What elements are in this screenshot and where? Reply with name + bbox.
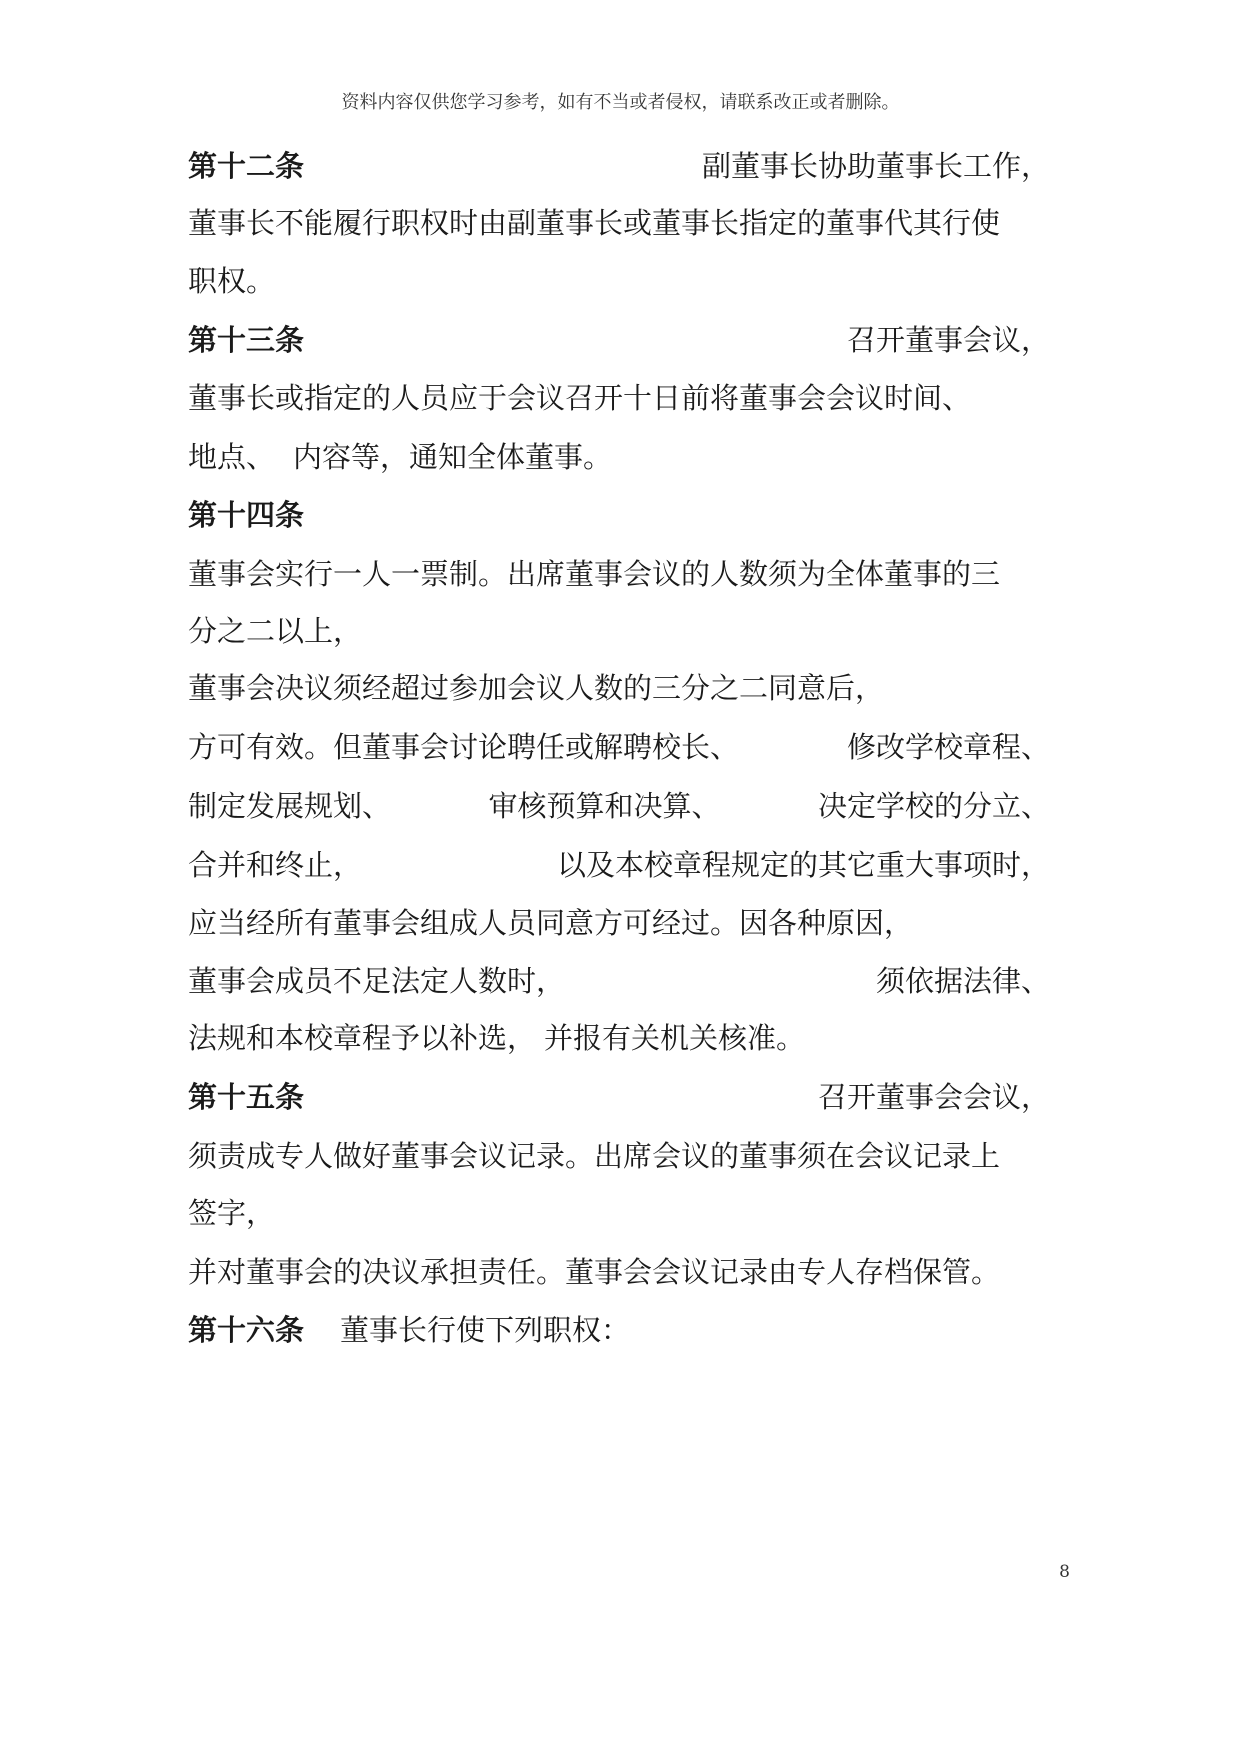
article-13-heading-line bbox=[188, 320, 1050, 360]
article-15-line-1: 召开董事会会议， bbox=[817, 1080, 1050, 1114]
article-12-line-1: 副董事长协助董事长工作， bbox=[701, 149, 1050, 183]
article-16-line-1: 董事长行使下列职权： bbox=[340, 1313, 631, 1347]
article-14-line-8-part-2: 须依据法律、 bbox=[875, 964, 1050, 998]
article-14-line-2: 分之二以上， bbox=[188, 614, 363, 648]
article-14-line-4 bbox=[188, 727, 1050, 767]
article-14-line-6-part-1: 合并和终止， bbox=[188, 848, 363, 882]
article-13-heading: 第十三条 bbox=[188, 323, 305, 357]
article-14-heading: 第十四条 bbox=[188, 498, 305, 532]
article-14-line-5-part-1: 制定发展规划、 bbox=[188, 789, 392, 823]
article-14-line-5-part-3: 决定学校的分立、 bbox=[817, 789, 1050, 823]
article-14-line-5 bbox=[188, 786, 1050, 826]
article-14-line-9-part-1: 法规和本校章程予以补选， bbox=[188, 1021, 537, 1055]
article-14-line-6 bbox=[188, 845, 1050, 885]
article-13-line-1: 召开董事会议， bbox=[846, 323, 1050, 357]
page-number: 8 bbox=[1059, 1562, 1070, 1582]
article-12-heading: 第十二条 bbox=[188, 149, 305, 183]
article-14-line-4-part-1: 方可有效。但董事会讨论聘任或解聘校长、 bbox=[188, 730, 740, 764]
article-12-line-2: 董事长不能履行职权时由副董事长或董事长指定的董事代其行使 bbox=[188, 206, 1001, 240]
article-13-line-3-part-1: 地点、 bbox=[188, 440, 276, 474]
article-14-line-1: 董事会实行一人一票制。出席董事会议的人数须为全体董事的三 bbox=[188, 557, 1001, 591]
article-16-heading-line bbox=[188, 1310, 1050, 1350]
article-14-line-7: 应当经所有董事会组成人员同意方可经过。因各种原因， bbox=[188, 906, 914, 940]
article-14-line-9 bbox=[188, 1018, 1050, 1058]
article-15-heading: 第十五条 bbox=[188, 1080, 305, 1114]
article-16-heading: 第十六条 bbox=[188, 1313, 305, 1347]
article-12-line-3: 职权。 bbox=[188, 264, 276, 298]
article-12-heading-line bbox=[188, 146, 1050, 186]
article-13-line-2: 董事长或指定的人员应于会议召开十日前将董事会会议时间、 bbox=[188, 381, 972, 415]
article-14-line-6-part-2: 以及本校章程规定的其它重大事项时， bbox=[556, 848, 1050, 882]
article-14-line-9-part-2: 并报有关机关核准。 bbox=[544, 1021, 806, 1055]
article-14-line-8 bbox=[188, 961, 1050, 1001]
article-13-line-3 bbox=[188, 437, 1050, 477]
article-15-heading-line bbox=[188, 1077, 1050, 1117]
header-notice: 资料内容仅供您学习参考，如有不当或者侵权，请联系改正或者删除。 bbox=[341, 92, 900, 113]
article-15-line-3: 签字， bbox=[188, 1196, 276, 1230]
article-15-line-4: 并对董事会的决议承担责任。董事会会议记录由专人存档保管。 bbox=[188, 1255, 1001, 1289]
article-14-line-4-part-2: 修改学校章程、 bbox=[846, 730, 1050, 764]
article-14-line-3: 董事会决议须经超过参加会议人数的三分之二同意后， bbox=[188, 671, 885, 705]
article-14-line-8-part-1: 董事会成员不足法定人数时， bbox=[188, 964, 566, 998]
article-14-line-5-part-2: 审核预算和决算、 bbox=[488, 789, 721, 823]
article-13-line-3-part-2: 内容等，通知全体董事。 bbox=[293, 440, 613, 474]
article-15-line-2: 须责成专人做好董事会议记录。出席会议的董事须在会议记录上 bbox=[188, 1139, 1001, 1173]
article-14-heading-line bbox=[188, 495, 1050, 535]
